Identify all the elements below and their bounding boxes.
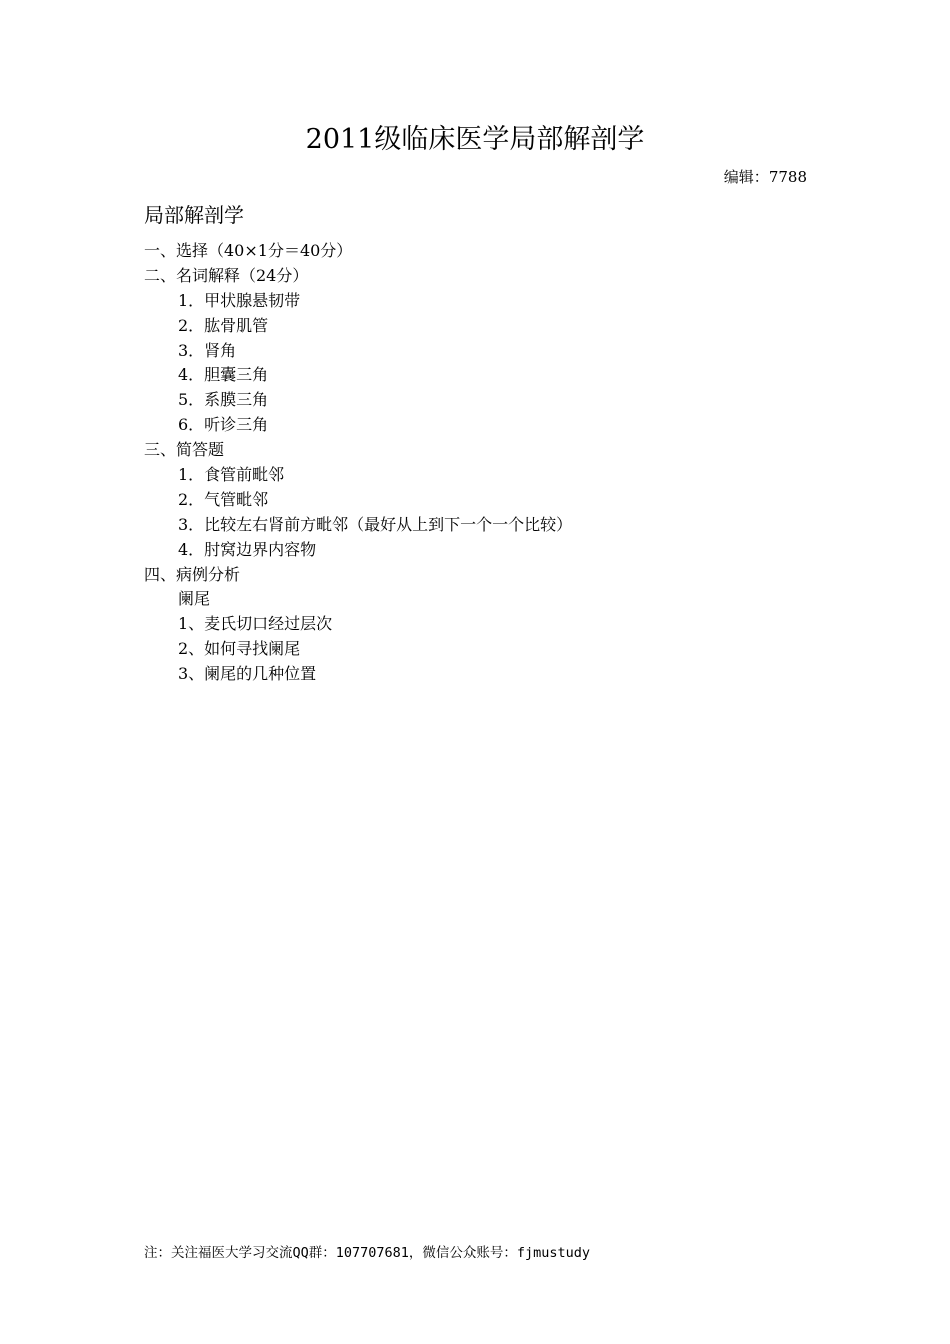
term-item: 3．肾角 [178,340,237,360]
case-item: 3、阑尾的几种位置 [178,664,317,684]
short-answer-item: 1．食管前毗邻 [178,465,285,485]
document-title: 2011级临床医学局部解剖学 [305,124,645,155]
short-answer-item: 3．比较左右肾前方毗邻（最好从上到下一个一个比较） [178,514,573,534]
part-short-answer: 三、简答题 [144,440,225,460]
part-case-analysis: 四、病例分析 [144,564,241,584]
section-heading: 局部解剖学 [144,203,244,227]
term-item: 6．听诊三角 [178,415,269,435]
editor-label: 编辑： [723,168,769,186]
part-terms: 二、名词解释（24分） [144,265,309,285]
exam-outline [144,239,804,687]
case-item: 1、麦氏切口经过层次 [178,614,333,634]
case-title: 阑尾 [178,589,211,609]
part-choice: 一、选择（40×1分＝40分） [144,241,353,260]
term-item: 4．胆囊三角 [178,365,269,385]
short-answer-item: 2．气管毗邻 [178,489,269,509]
case-item: 2、如何寻找阑尾 [178,639,301,659]
footer-note: 注：关注福医大学习交流QQ群：107707681，微信公众账号：fjmustudy [144,1245,591,1261]
editor-credit [724,167,807,187]
editor-value: 7788 [768,168,807,186]
term-item: 2．肱骨肌管 [178,315,269,335]
term-item: 5．系膜三角 [178,390,269,410]
short-answer-item: 4．肘窝边界内容物 [178,539,317,559]
term-item: 1．甲状腺悬韧带 [178,290,301,310]
